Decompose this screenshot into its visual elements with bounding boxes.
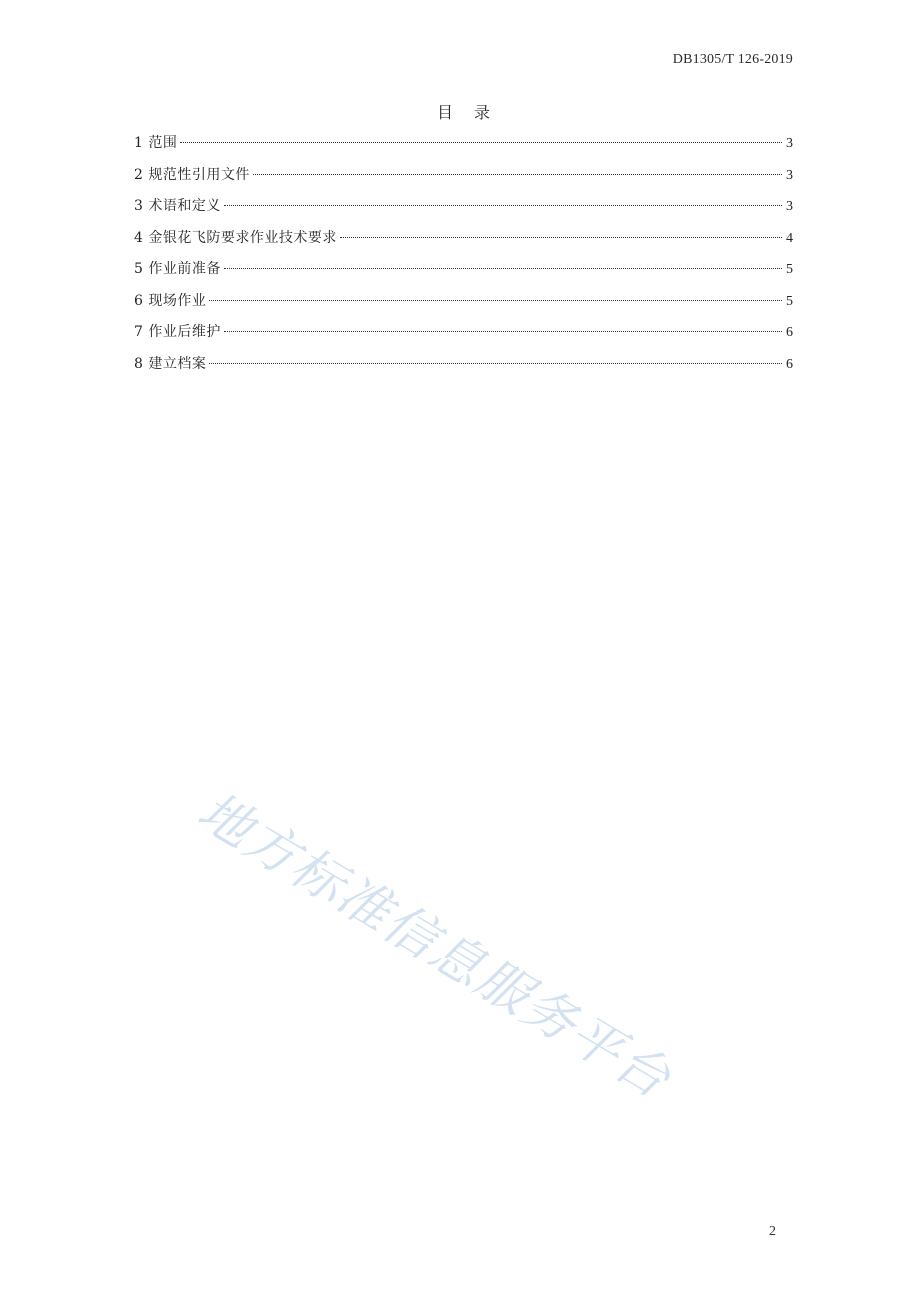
toc-leader-dots <box>340 237 782 238</box>
document-code: DB1305/T 126-2019 <box>672 52 793 67</box>
toc-entry-page: 6 <box>786 325 793 340</box>
toc-entry[interactable] <box>134 227 793 259</box>
toc-entry-page: 6 <box>786 356 793 372</box>
toc-entry[interactable] <box>134 258 793 290</box>
toc-entry[interactable] <box>134 353 793 385</box>
toc-entry[interactable] <box>134 164 793 196</box>
toc-entry-label: 8 建立档案 <box>134 355 207 372</box>
watermark: 地方标准信息服务平台 <box>187 781 682 1111</box>
toc-leader-dots <box>209 363 782 364</box>
toc-entry[interactable] <box>134 321 793 353</box>
toc-entry-label: 6 现场作业 <box>134 292 207 309</box>
toc-entry-label: 3 术语和定义 <box>134 198 221 214</box>
toc-entry-page: 3 <box>786 199 793 214</box>
toc-leader-dots <box>253 174 782 175</box>
toc-entry-label: 5 作业前准备 <box>134 261 221 277</box>
page-number: 2 <box>769 1224 776 1239</box>
toc-entry-page: 5 <box>786 262 793 277</box>
toc-entry[interactable] <box>134 195 793 227</box>
toc-leader-dots <box>180 142 782 143</box>
toc-entry-label: 4 金银花飞防要求作业技术要求 <box>134 229 337 246</box>
table-of-contents <box>134 132 793 384</box>
toc-entry-label: 2 规范性引用文件 <box>134 166 250 183</box>
toc-title: 目 录 <box>436 103 499 122</box>
toc-leader-dots <box>224 268 782 269</box>
toc-entry-page: 5 <box>786 293 793 309</box>
toc-entry-page: 3 <box>786 136 793 151</box>
toc-entry-page: 4 <box>786 230 793 246</box>
toc-leader-dots <box>209 300 782 301</box>
toc-leader-dots <box>224 331 782 332</box>
toc-entry-label: 7 作业后维护 <box>134 324 221 340</box>
toc-entry-page: 3 <box>786 167 793 183</box>
toc-entry[interactable] <box>134 290 793 322</box>
toc-leader-dots <box>224 205 782 206</box>
toc-entry-label: 1 范围 <box>134 135 178 151</box>
toc-entry[interactable] <box>134 132 793 164</box>
